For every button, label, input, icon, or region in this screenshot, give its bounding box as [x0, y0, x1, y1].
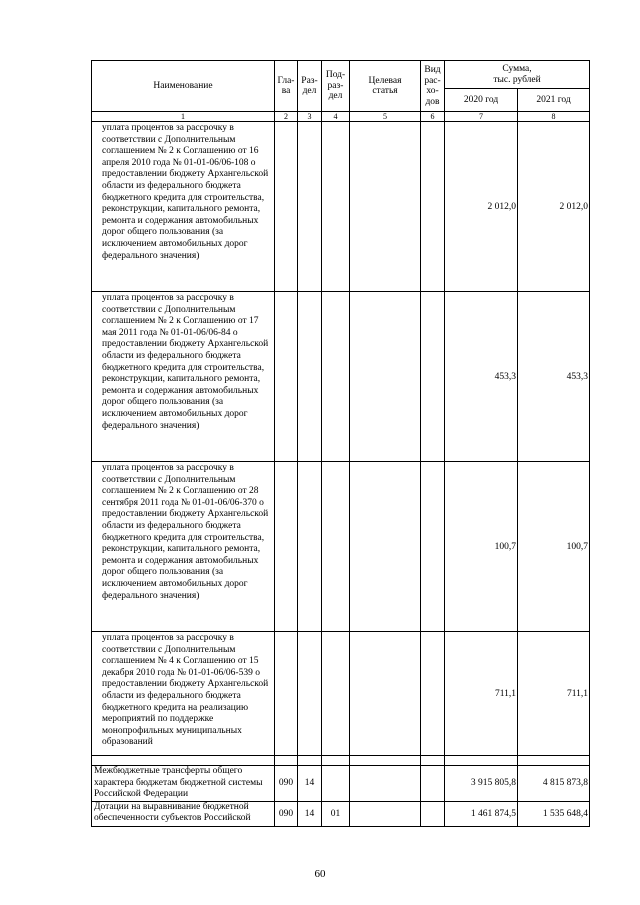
- header-name: Наименование: [92, 61, 275, 112]
- row-sum-2021: 4 815 873,8: [518, 766, 590, 802]
- row-sum-2021: 100,7: [518, 462, 590, 632]
- row-razdel: [298, 122, 322, 292]
- header-podrazdel: Под- раз- дел: [322, 61, 350, 112]
- row-sum-2020: 711,1: [445, 632, 518, 756]
- row-razdel: [298, 632, 322, 756]
- row-sum-2021: 711,1: [518, 632, 590, 756]
- row-vid: [421, 801, 445, 826]
- row-vid: [421, 632, 445, 756]
- col-number: 3: [298, 112, 322, 122]
- row-vid: [421, 122, 445, 292]
- budget-table: [91, 60, 590, 827]
- row-sum-2020: 453,3: [445, 292, 518, 462]
- row-razdel: 14: [298, 766, 322, 802]
- col-number: 1: [92, 112, 275, 122]
- row-sum-2021: 2 012,0: [518, 122, 590, 292]
- table-row: [92, 632, 590, 756]
- row-name: Межбюджетные трансферты общего характера бюджетам бюджетной системы Российской Федерации: [92, 766, 275, 802]
- col-number: 4: [322, 112, 350, 122]
- row-celevaya: [350, 801, 421, 826]
- row-name: уплата процентов за рассрочку в соответствии с Дополнительным соглашением № 2 к Соглашению от 16 апреля 2010 года № 01-01-06/06-108 о предоставлении бюджету Архангельской области из федерального бюджета бюджетного кредита для строительства, реконструкции, капитального ремонта, ремонта и содержания автомобильных дорог общего пользования (за исключением автомобильных дорог федерального значения): [92, 122, 275, 292]
- table-row: [92, 292, 590, 462]
- col-number: 6: [421, 112, 445, 122]
- row-razdel: 14: [298, 801, 322, 826]
- row-name: уплата процентов за рассрочку в соответствии с Дополнительным соглашением № 2 к Соглашению от 28 сентября 2011 года № 01-01-06/06-370 о предоставлении бюджету Архангельской области из федерального бюджета бюджетного кредита для строительства, реконструкции, капитального ремонта, ремонта и содержания автомобильных дорог общего пользования (за исключением автомобильных дорог федерального значения): [92, 462, 275, 632]
- header-razdel: Раз- дел: [298, 61, 322, 112]
- row-razdel: [298, 292, 322, 462]
- row-podrazdel: [322, 122, 350, 292]
- row-podrazdel: [322, 462, 350, 632]
- header-year-2020: 2020 год: [445, 89, 518, 112]
- row-sum-2021: 1 535 648,4: [518, 801, 590, 826]
- row-name: Дотации на выравнивание бюджетной обеспеченности субъектов Российской: [92, 801, 275, 826]
- table-row: [92, 801, 590, 826]
- row-glava: [275, 462, 298, 632]
- row-celevaya: [350, 292, 421, 462]
- row-glava: [275, 122, 298, 292]
- page-number: 60: [314, 868, 326, 880]
- header-vid: Вид рас- хо- дов: [421, 61, 445, 112]
- col-number: 5: [350, 112, 421, 122]
- col-number: 2: [275, 112, 298, 122]
- header-year-2021: 2021 год: [518, 89, 590, 112]
- row-name: уплата процентов за рассрочку в соответствии с Дополнительным соглашением № 4 к Соглашению от 15 декабря 2010 года № 01-01-06/06-539 о предоставлении бюджету Архангельской области из федерального бюджета бюджетного кредита на реализацию мероприятий по поддержке монопрофильных муниципальных образований: [92, 632, 275, 756]
- spacer-row: [92, 756, 590, 766]
- row-sum-2020: 3 915 805,8: [445, 766, 518, 802]
- row-vid: [421, 462, 445, 632]
- header-celevaya: Целевая статья: [350, 61, 421, 112]
- row-podrazdel: [322, 632, 350, 756]
- row-sum-2020: 2 012,0: [445, 122, 518, 292]
- row-celevaya: [350, 766, 421, 802]
- row-vid: [421, 766, 445, 802]
- header-glava: Гла- ва: [275, 61, 298, 112]
- header-summa: Сумма, тыс. рублей: [445, 61, 590, 89]
- row-glava: 090: [275, 766, 298, 802]
- row-glava: [275, 632, 298, 756]
- row-sum-2020: 1 461 874,5: [445, 801, 518, 826]
- row-razdel: [298, 462, 322, 632]
- row-podrazdel: [322, 766, 350, 802]
- row-podrazdel: 01: [322, 801, 350, 826]
- row-celevaya: [350, 122, 421, 292]
- row-sum-2020: 100,7: [445, 462, 518, 632]
- row-celevaya: [350, 462, 421, 632]
- table-row: [92, 766, 590, 802]
- row-celevaya: [350, 632, 421, 756]
- row-sum-2021: 453,3: [518, 292, 590, 462]
- row-glava: 090: [275, 801, 298, 826]
- row-podrazdel: [322, 292, 350, 462]
- col-number: 7: [445, 112, 518, 122]
- col-number: 8: [518, 112, 590, 122]
- table-row: [92, 462, 590, 632]
- row-glava: [275, 292, 298, 462]
- row-name: уплата процентов за рассрочку в соответствии с Дополнительным соглашением № 2 к Соглашению от 17 мая 2011 года № 01-01-06/06-84 о предоставлении бюджету Архангельской области из федерального бюджета бюджетного кредита для строительства, реконструкции, капитального ремонта, ремонта и содержания автомобильных дорог общего пользования (за исключением автомобильных дорог федерального значения): [92, 292, 275, 462]
- table-row: [92, 122, 590, 292]
- row-vid: [421, 292, 445, 462]
